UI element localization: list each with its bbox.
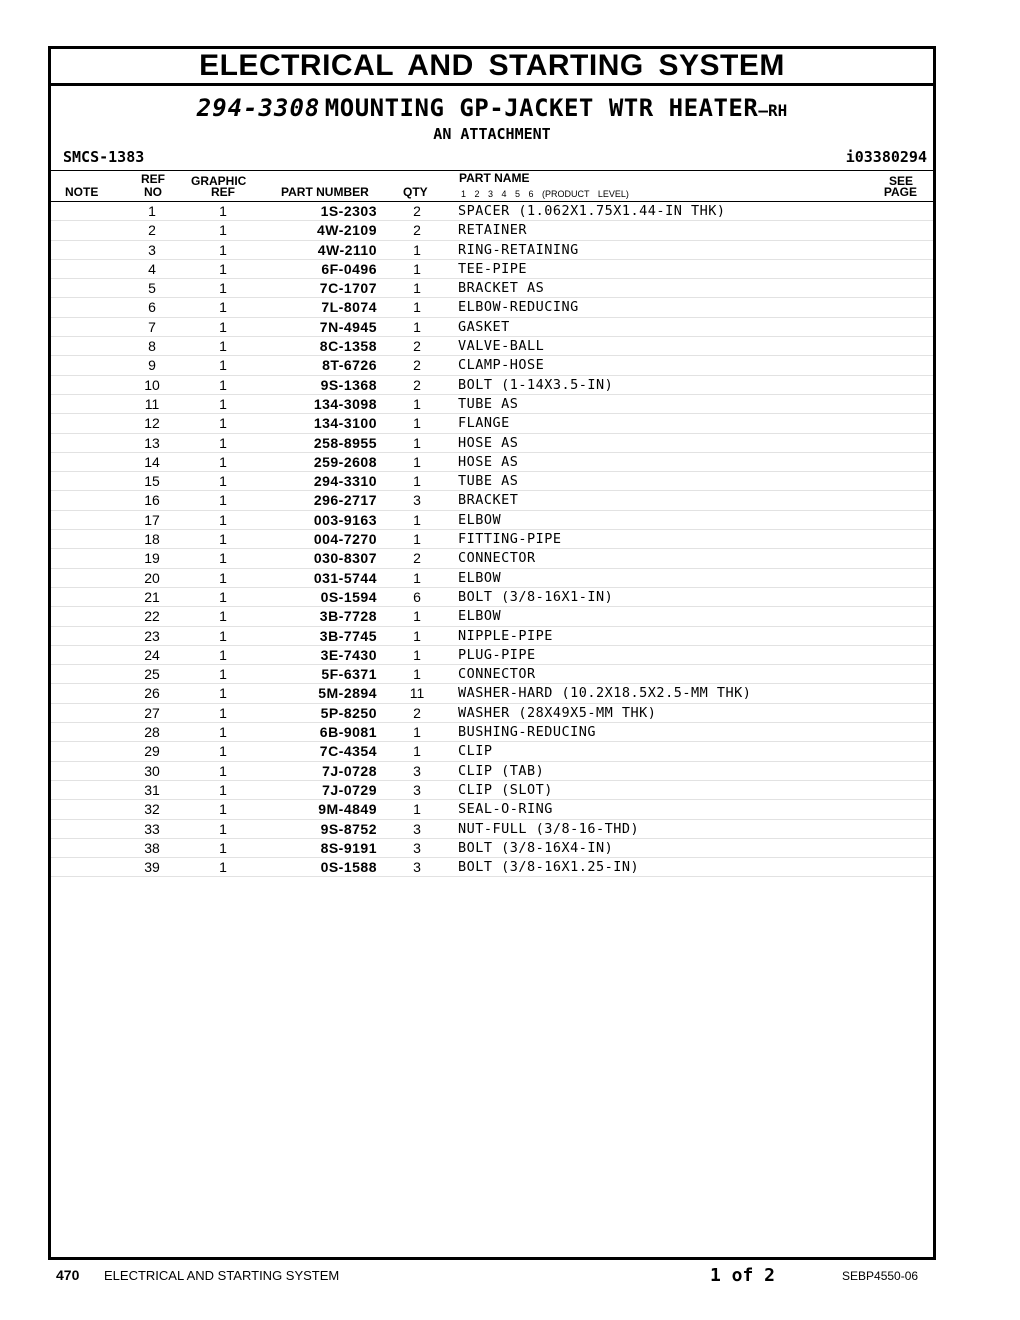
- part-name: CONNECTOR: [458, 550, 536, 567]
- graphic-ref: 1: [219, 781, 227, 798]
- part-name: FITTING-PIPE: [458, 531, 562, 548]
- graphic-ref: 1: [219, 531, 227, 548]
- quantity: 3: [413, 492, 421, 509]
- part-number: 3E-7430: [320, 646, 377, 663]
- part-number: 258-8955: [313, 434, 377, 451]
- part-name: HOSE AS: [458, 434, 519, 451]
- smcs-code: SMCS-1383: [63, 148, 145, 166]
- quantity: 1: [413, 646, 421, 663]
- table-row: [51, 221, 933, 240]
- quantity: 3: [413, 859, 421, 876]
- part-name: CLIP (SLOT): [458, 781, 553, 798]
- col-part-number: PART NUMBER: [281, 185, 369, 199]
- part-number: 7L-8074: [321, 299, 377, 316]
- graphic-ref: 1: [219, 260, 227, 277]
- part-number: 7C-4354: [319, 743, 377, 760]
- part-number: 7C-1707: [319, 280, 377, 297]
- table-row: [51, 704, 933, 723]
- table-row: [51, 491, 933, 510]
- part-number: 5P-8250: [320, 704, 377, 721]
- part-name: SEAL-O-RING: [458, 801, 553, 818]
- part-name: CLAMP-HOSE: [458, 357, 545, 374]
- col-see-bottom: PAGE: [883, 185, 917, 199]
- ref-no: 11: [144, 395, 160, 412]
- part-name: ELBOW: [458, 511, 502, 528]
- ref-no: 26: [144, 685, 160, 702]
- ref-no: 19: [144, 550, 160, 567]
- part-name: TEE-PIPE: [458, 260, 528, 277]
- quantity: 3: [413, 820, 421, 837]
- col-graphic-bottom: REF: [211, 185, 235, 199]
- graphic-ref: 1: [219, 492, 227, 509]
- graphic-ref: 1: [219, 820, 227, 837]
- part-name: BOLT (3/8-16X1-IN): [458, 588, 614, 605]
- part-name: BOLT (1-14X3.5-IN): [458, 376, 614, 393]
- part-number: 004-7270: [313, 531, 377, 548]
- part-number: 003-9163: [313, 511, 377, 528]
- graphic-ref: 1: [219, 453, 227, 470]
- table-row: [51, 549, 933, 568]
- graphic-ref: 1: [219, 299, 227, 316]
- graphic-ref: 1: [219, 569, 227, 586]
- table-row: [51, 800, 933, 819]
- ref-no: 7: [148, 318, 156, 335]
- ref-no: 10: [144, 376, 160, 393]
- ref-no: 23: [144, 627, 160, 644]
- table-row: [51, 762, 933, 781]
- quantity: 1: [413, 260, 421, 277]
- part-number: 259-2608: [313, 453, 377, 470]
- part-name: CLIP (TAB): [458, 762, 545, 779]
- quantity: 3: [413, 781, 421, 798]
- ref-no: 33: [144, 820, 160, 837]
- part-name: TUBE AS: [458, 473, 519, 490]
- col-part-name: PART NAME: [459, 171, 530, 185]
- table-row: [51, 646, 933, 665]
- part-name: WASHER-HARD (10.2X18.5X2.5-MM THK): [458, 685, 752, 702]
- ref-no: 30: [144, 762, 160, 779]
- part-number: 7N-4945: [319, 318, 377, 335]
- part-name: BOLT (3/8-16X4-IN): [458, 839, 614, 856]
- ref-no: 2: [148, 222, 156, 239]
- table-row: [51, 434, 933, 453]
- part-name: BUSHING-REDUCING: [458, 724, 597, 741]
- quantity: 1: [413, 241, 421, 258]
- ref-no: 5: [148, 280, 156, 297]
- ref-no: 22: [144, 608, 160, 625]
- table-row: [51, 607, 933, 626]
- part-number: 8S-9191: [320, 839, 377, 856]
- col-graphic-top: GRAPHIC: [191, 174, 247, 188]
- part-number: 134-3098: [313, 395, 377, 412]
- part-number: 296-2717: [313, 492, 377, 509]
- part-name: RETAINER: [458, 222, 528, 239]
- ref-no: 3: [148, 241, 156, 258]
- ref-no: 1: [148, 203, 156, 219]
- graphic-ref: 1: [219, 473, 227, 490]
- quantity: 1: [413, 743, 421, 760]
- quantity: 2: [413, 357, 421, 374]
- ref-no: 14: [144, 453, 160, 470]
- part-number: 5F-6371: [321, 666, 377, 683]
- graphic-ref: 1: [219, 318, 227, 335]
- part-name: ELBOW: [458, 608, 502, 625]
- quantity: 1: [413, 569, 421, 586]
- ref-no: 9: [148, 357, 156, 374]
- table-row: [51, 839, 933, 858]
- part-name: GASKET: [458, 318, 510, 335]
- quantity: 1: [413, 627, 421, 644]
- table-row: [51, 530, 933, 549]
- graphic-ref: 1: [219, 222, 227, 239]
- graphic-ref: 1: [219, 859, 227, 876]
- footer-section: ELECTRICAL AND STARTING SYSTEM: [104, 1268, 340, 1283]
- group-subtitle: AN ATTACHMENT: [433, 125, 551, 143]
- table-row: [51, 260, 933, 279]
- quantity: 2: [413, 338, 421, 355]
- graphic-ref: 1: [219, 839, 227, 856]
- part-number: 134-3100: [313, 415, 377, 432]
- graphic-ref: 1: [219, 511, 227, 528]
- part-number: 8C-1358: [319, 338, 377, 355]
- quantity: 3: [413, 762, 421, 779]
- part-number: 8T-6726: [322, 357, 377, 374]
- graphic-ref: 1: [219, 762, 227, 779]
- part-number: 9S-1368: [320, 376, 377, 393]
- part-number: 030-8307: [313, 550, 377, 567]
- table-header: [51, 170, 933, 202]
- graphic-ref: 1: [219, 724, 227, 741]
- ref-no: 24: [144, 646, 160, 663]
- ref-no: 27: [144, 704, 160, 721]
- part-name: ELBOW-REDUCING: [458, 299, 579, 316]
- part-number: 031-5744: [313, 569, 377, 586]
- graphic-ref: 1: [219, 666, 227, 683]
- col-ref-bottom: NO: [144, 185, 162, 199]
- quantity: 1: [413, 299, 421, 316]
- part-name: NUT-FULL (3/8-16-THD): [458, 820, 640, 837]
- table-row: [51, 588, 933, 607]
- graphic-ref: 1: [219, 241, 227, 258]
- section-title: ELECTRICAL AND STARTING SYSTEM: [199, 49, 785, 82]
- graphic-ref: 1: [219, 357, 227, 374]
- quantity: 6: [413, 588, 421, 605]
- part-name: PLUG-PIPE: [458, 646, 536, 663]
- part-name: VALVE-BALL: [458, 338, 545, 355]
- part-name: NIPPLE-PIPE: [458, 627, 553, 644]
- part-number: 3B-7745: [319, 627, 377, 644]
- table-row: [51, 742, 933, 761]
- table-row: [51, 569, 933, 588]
- page-number: 470: [56, 1267, 80, 1283]
- graphic-ref: 1: [219, 395, 227, 412]
- part-number: 3B-7728: [319, 608, 377, 625]
- quantity: 1: [413, 666, 421, 683]
- table-row: [51, 665, 933, 684]
- graphic-ref: 1: [219, 801, 227, 818]
- quantity: 2: [413, 550, 421, 567]
- quantity: 2: [413, 704, 421, 721]
- col-ref-top: REF: [141, 172, 165, 186]
- part-number: 9S-8752: [320, 820, 377, 837]
- graphic-ref: 1: [219, 685, 227, 702]
- part-name: SPACER (1.062X1.75X1.44-IN THK): [458, 203, 726, 219]
- quantity: 1: [413, 473, 421, 490]
- part-number: 6B-9081: [319, 724, 377, 741]
- quantity: 11: [409, 685, 425, 702]
- table-row: [51, 511, 933, 530]
- part-number: 1S-2303: [320, 203, 377, 219]
- table-row: [51, 395, 933, 414]
- ref-no: 8: [148, 338, 156, 355]
- group-number: 294-3308: [196, 94, 321, 122]
- table-row: [51, 453, 933, 472]
- part-number: 4W-2109: [316, 222, 377, 239]
- part-number: 7J-0728: [322, 762, 377, 779]
- quantity: 1: [413, 280, 421, 297]
- parts-page-frame: [48, 46, 936, 1260]
- table-row: [51, 241, 933, 260]
- parts-table-body: [51, 202, 933, 877]
- col-see-top: SEE: [888, 174, 913, 188]
- part-number: 0S-1588: [320, 859, 377, 876]
- ref-no: 21: [144, 588, 160, 605]
- ref-no: 32: [144, 801, 160, 818]
- ref-no: 13: [144, 434, 160, 451]
- ref-no: 4: [148, 260, 156, 277]
- part-name: BRACKET: [458, 492, 519, 509]
- part-number: 4W-2110: [317, 241, 377, 258]
- graphic-ref: 1: [219, 588, 227, 605]
- graphic-ref: 1: [219, 376, 227, 393]
- quantity: 3: [413, 839, 421, 856]
- page-footer: [0, 1265, 1020, 1289]
- table-row: [51, 279, 933, 298]
- quantity: 2: [413, 203, 421, 219]
- table-row: [51, 684, 933, 703]
- quantity: 1: [413, 453, 421, 470]
- quantity: 1: [413, 415, 421, 432]
- table-row: [51, 781, 933, 800]
- graphic-ref: 1: [219, 704, 227, 721]
- ref-no: 15: [144, 473, 160, 490]
- quantity: 1: [413, 608, 421, 625]
- graphic-ref: 1: [219, 627, 227, 644]
- ref-no: 16: [144, 492, 160, 509]
- table-row: [51, 472, 933, 491]
- ref-no: 39: [144, 859, 160, 876]
- part-number: 9M-4849: [318, 801, 377, 818]
- col-note: NOTE: [65, 185, 99, 199]
- ref-no: 17: [144, 511, 160, 528]
- quantity: 1: [413, 724, 421, 741]
- graphic-ref: 1: [219, 608, 227, 625]
- ref-no: 20: [144, 569, 160, 586]
- table-row: [51, 627, 933, 646]
- ref-no: 25: [144, 666, 160, 683]
- quantity: 1: [413, 395, 421, 412]
- ref-no: 31: [144, 781, 160, 798]
- part-name: TUBE AS: [458, 395, 519, 412]
- graphic-ref: 1: [219, 338, 227, 355]
- quantity: 1: [413, 511, 421, 528]
- table-row: [51, 356, 933, 375]
- part-name: WASHER (28X49X5-MM THK): [458, 704, 657, 721]
- col-product-level: 1 2 3 4 5 6 (PRODUCT LEVEL): [461, 189, 629, 199]
- part-name: RING-RETAINING: [458, 241, 579, 258]
- quantity: 1: [413, 801, 421, 818]
- table-row: [51, 376, 933, 395]
- document-number: SEBP4550-06: [842, 1269, 919, 1283]
- part-name: ELBOW: [458, 569, 502, 586]
- part-number: 7J-0729: [322, 781, 377, 798]
- quantity: 1: [413, 531, 421, 548]
- part-name: FLANGE: [458, 415, 510, 432]
- part-name: CLIP: [458, 743, 493, 760]
- part-number: 6F-0496: [321, 260, 377, 277]
- part-number: 294-3310: [313, 473, 377, 490]
- col-qty: QTY: [403, 185, 428, 199]
- graphic-ref: 1: [219, 434, 227, 451]
- table-row: [51, 318, 933, 337]
- graphic-ref: 1: [219, 646, 227, 663]
- group-name: MOUNTING GP-JACKET WTR HEATER: [324, 94, 759, 122]
- part-number: 0S-1594: [320, 588, 377, 605]
- quantity: 2: [413, 222, 421, 239]
- graphic-ref: 1: [219, 280, 227, 297]
- sheet-indicator: 1 of 2: [710, 1265, 776, 1286]
- graphic-ref: 1: [219, 550, 227, 567]
- table-row: [51, 820, 933, 839]
- quantity: 1: [413, 318, 421, 335]
- reference-codes: [51, 146, 933, 170]
- graphic-ref: 1: [219, 415, 227, 432]
- part-name: BOLT (3/8-16X1.25-IN): [458, 859, 640, 876]
- ref-no: 18: [144, 531, 160, 548]
- table-row: [51, 202, 933, 221]
- ref-no: 6: [148, 299, 156, 316]
- quantity: 1: [413, 434, 421, 451]
- part-name: BRACKET AS: [458, 280, 545, 297]
- ref-no: 28: [144, 724, 160, 741]
- table-row: [51, 858, 933, 877]
- graphic-ref: 1: [219, 743, 227, 760]
- section-title-band: [51, 49, 933, 86]
- graphic-ref: 1: [219, 203, 227, 219]
- table-row: [51, 414, 933, 433]
- ref-no: 12: [144, 415, 160, 432]
- part-name: CONNECTOR: [458, 666, 536, 683]
- ref-no: 38: [144, 839, 160, 856]
- table-row: [51, 337, 933, 356]
- part-number: 5M-2894: [318, 685, 377, 702]
- group-suffix: —RH: [758, 101, 788, 120]
- illustration-id: i03380294: [845, 148, 927, 166]
- table-row: [51, 298, 933, 317]
- table-row: [51, 723, 933, 742]
- part-name: HOSE AS: [458, 453, 519, 470]
- group-title: [51, 94, 933, 124]
- quantity: 2: [413, 376, 421, 393]
- ref-no: 29: [144, 743, 160, 760]
